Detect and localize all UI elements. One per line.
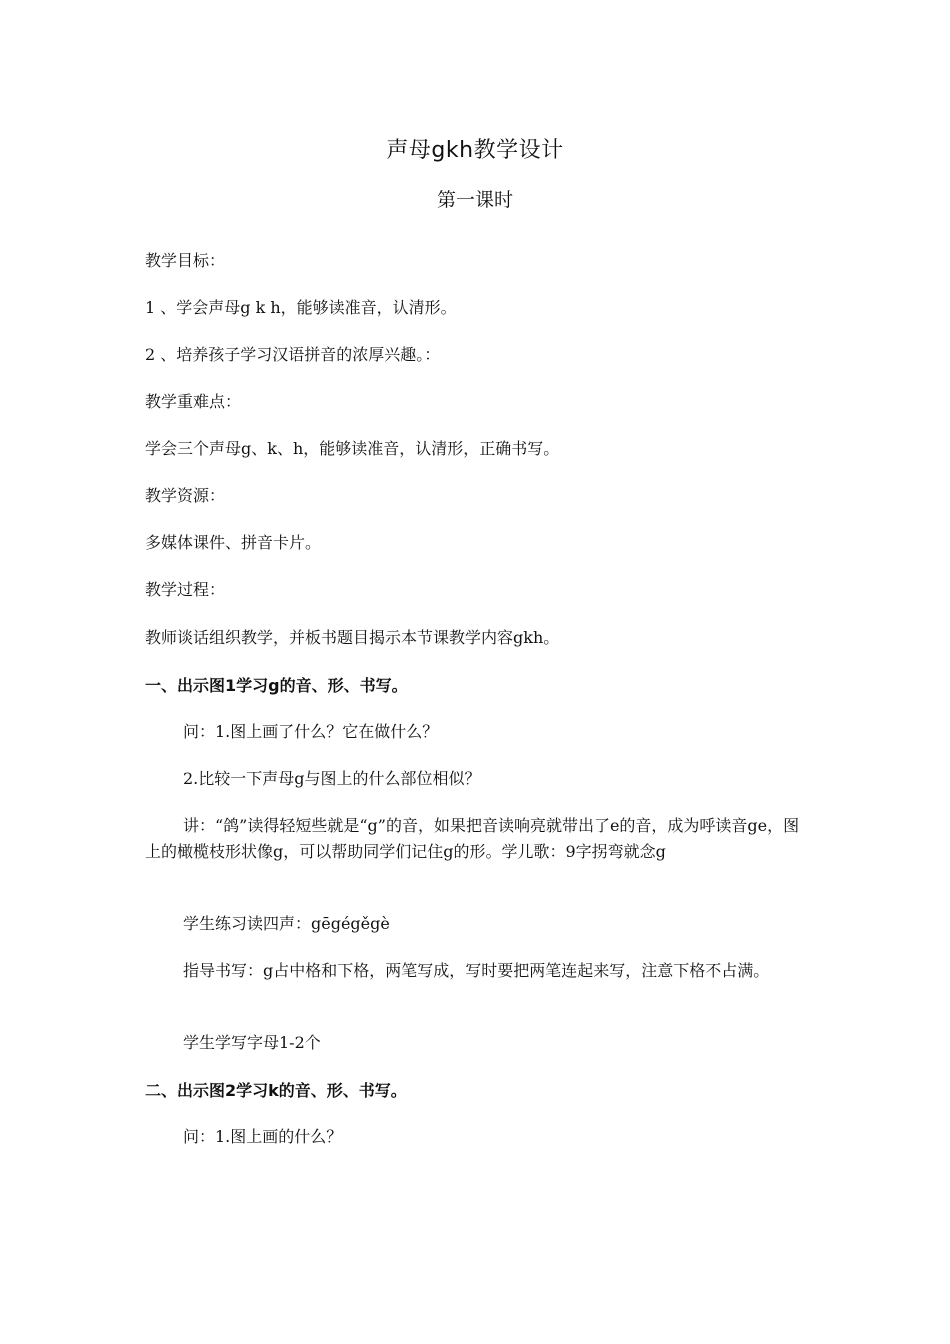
writing-practice: 学生学写字母1-2个 [183, 1033, 321, 1052]
writing-guidance: 指导书写：g占中格和下格，两笔写成，写时要把两笔连起来写，注意下格不占满。 [183, 961, 770, 980]
objective-item-1: 1 、学会声母g k h，能够读准音，认清形。 [145, 298, 457, 317]
objective-item-2: 2 、培养孩子学习汉语拼音的浓厚兴趣。： [145, 345, 441, 364]
section-heading-key-points: 教学重难点： [145, 392, 242, 411]
key-points-text: 学会三个声母g、k、h，能够读准音，认清形，正确书写。 [145, 439, 560, 458]
process-intro: 教师谈话组织教学，并板书题目揭示本节课教学内容gkh。 [145, 628, 560, 647]
document-title: 声母gkh教学设计 [386, 138, 564, 163]
question-k-1: 问：1.图上画的什么？ [183, 1127, 343, 1146]
practice-tones: 学生练习读四声：gēgégěgè [183, 914, 390, 933]
resources-text: 多媒体课件、拼音卡片。 [145, 533, 322, 552]
question-2: 2.比较一下声母g与图上的什么部位相似？ [183, 769, 481, 788]
section-heading-objectives: 教学目标： [145, 251, 226, 270]
section-heading-process: 教学过程： [145, 580, 226, 599]
section-heading-resources: 教学资源： [145, 486, 226, 505]
document-subtitle: 第一课时 [436, 189, 513, 211]
explanation-paragraph: 讲：“鸽”读得轻短些就是“g”的音，如果把音读响亮就带出了e的音，成为呼读音ge，图上的橄榄枝形状像g，可以帮助同学们记住g的形。学儿歌：9字拐弯就念g [145, 816, 800, 861]
step-heading-1: 一、出示图1学习g的音、形、书写。 [145, 676, 408, 695]
question-1: 问：1.图上画了什么？它在做什么？ [183, 722, 439, 741]
step-heading-2: 二、出示图2学习k的音、形、书写。 [145, 1081, 407, 1100]
